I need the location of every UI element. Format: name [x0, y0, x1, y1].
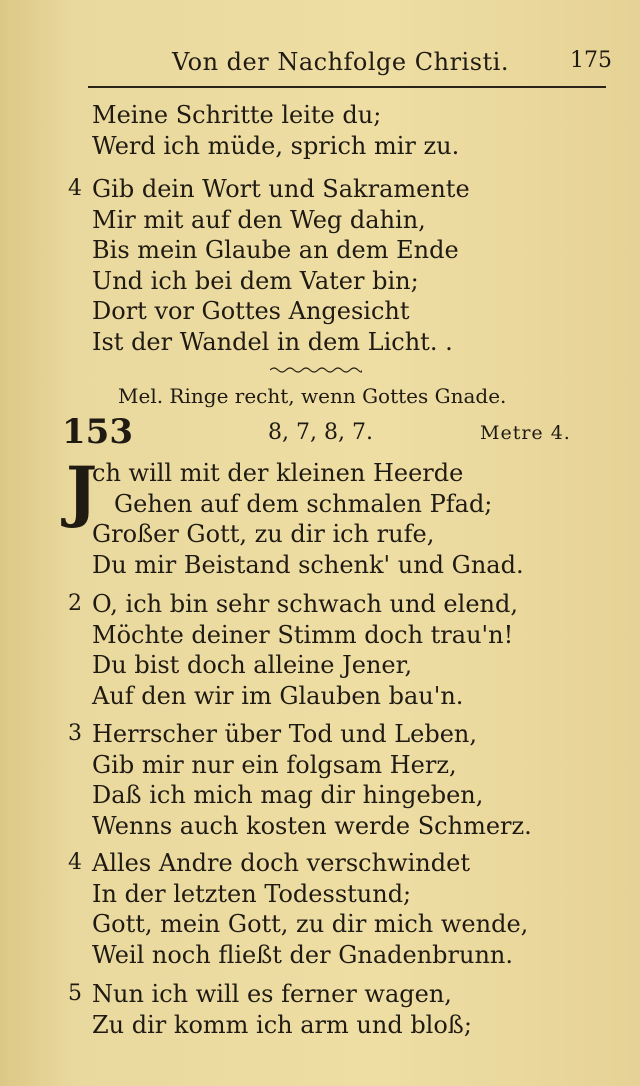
verse-line: Herrscher über Tod und Leben, — [92, 720, 478, 748]
stanza-2 — [68, 589, 518, 711]
stanza-5 — [68, 979, 472, 1040]
stanza-number: 5 — [68, 981, 82, 1006]
verse-line: Bis mein Glaube an dem Ende — [92, 236, 459, 264]
stanza-number: 2 — [68, 591, 82, 616]
wavy-divider-ornament — [270, 366, 362, 374]
verse-line: In der letzten Todesstund; — [92, 879, 412, 908]
header-rule — [88, 86, 606, 88]
hymn-number: 153 — [62, 412, 133, 452]
verse-line: Alles Andre doch verschwindet — [92, 849, 470, 877]
verse-line: O, ich bin sehr schwach und elend, — [92, 590, 518, 618]
verse-line: Dort vor Gottes Angesicht — [92, 297, 410, 325]
page-header — [0, 44, 640, 84]
verse-line: Und ich bei dem Vater bin; — [92, 266, 419, 295]
verse-line: Möchte deiner Stimm doch trau'n! — [92, 620, 514, 649]
verse-line: Ist der Wandel in dem Licht. . — [92, 327, 453, 356]
hymn-heading — [0, 412, 640, 452]
stanza-3 — [68, 719, 532, 841]
page-number: 175 — [570, 48, 612, 73]
stanza-number: 4 — [68, 176, 82, 201]
verse-line: Wenns auch kosten werde Schmerz. — [92, 811, 532, 840]
stanza-4-previous — [68, 174, 470, 357]
verse-line: Daß ich mich mag dir hingeben, — [92, 781, 484, 809]
verse-line: Gib mir nur ein folgsam Herz, — [92, 750, 457, 779]
verse-line: Gib dein Wort und Sakramente — [92, 175, 470, 203]
verse-line: Mir mit auf den Weg dahin, — [92, 205, 426, 234]
verse-line: Du mir Beistand schenk' und Gnad. — [92, 550, 524, 579]
verse-line: Zu dir komm ich arm und bloß; — [92, 1010, 472, 1039]
drop-cap: J — [66, 452, 98, 530]
verse-line: Werd ich müde, sprich mir zu. — [92, 131, 460, 160]
verse-line: Weil noch fließt der Gnadenbrunn. — [92, 940, 513, 969]
verse-line: Du bist doch alleine Jener, — [92, 651, 413, 679]
stanza-4 — [68, 848, 529, 970]
stanza-number: 3 — [68, 721, 82, 746]
tune-reference: Mel. Ringe recht, wenn Gottes Gnade. — [118, 384, 507, 408]
verse-line: Großer Gott, zu dir ich rufe, — [92, 520, 435, 548]
stanza-1 — [92, 458, 524, 580]
verse-line: Gehen auf dem schmalen Pfad; — [114, 489, 493, 518]
running-head: Von der Nachfolge Christi. — [172, 48, 509, 76]
verse-line: Gott, mein Gott, zu dir mich wende, — [92, 910, 529, 938]
verse-line: ch will mit der kleinen Heerde — [92, 459, 464, 487]
metre-reference: Metre 4. — [480, 422, 571, 444]
verse-line: Nun ich will es ferner wagen, — [92, 980, 452, 1008]
verse-line: Auf den wir im Glauben bau'n. — [92, 681, 464, 710]
stanza-continued — [92, 100, 459, 161]
stanza-number: 4 — [68, 850, 82, 875]
hymn-meter: 8, 7, 8, 7. — [268, 420, 373, 445]
verse-line: Meine Schritte leite du; — [92, 101, 382, 129]
